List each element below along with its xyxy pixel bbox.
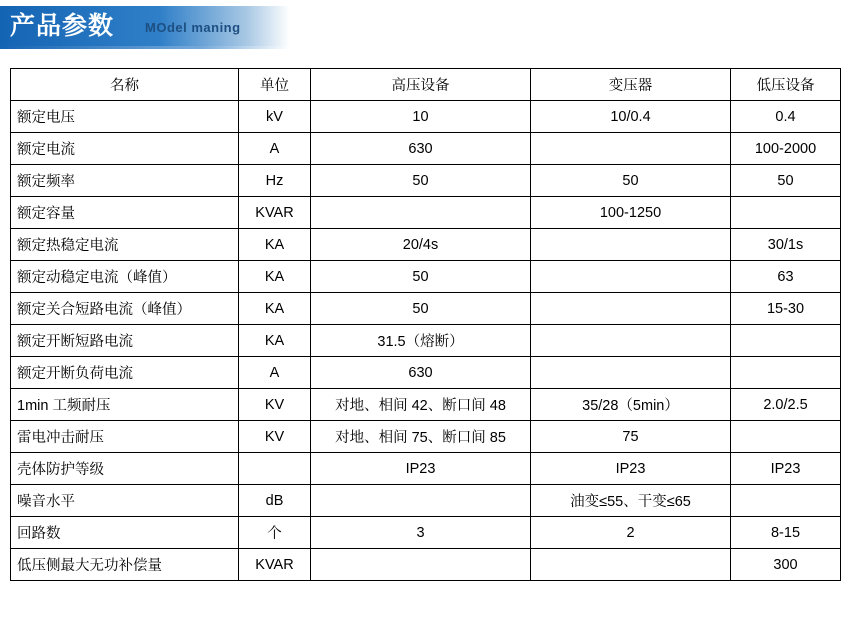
row-lv: 30/1s xyxy=(731,229,841,261)
row-hv: 630 xyxy=(311,357,531,389)
row-unit: KV xyxy=(239,389,311,421)
row-lv: 2.0/2.5 xyxy=(731,389,841,421)
row-label: 额定开断短路电流 xyxy=(11,325,239,357)
row-label: 额定动稳定电流（峰值） xyxy=(11,261,239,293)
table-row xyxy=(11,357,841,389)
row-lv xyxy=(731,197,841,229)
row-hv: 50 xyxy=(311,261,531,293)
row-unit: KVAR xyxy=(239,549,311,581)
row-hv xyxy=(311,485,531,517)
row-label: 额定容量 xyxy=(11,197,239,229)
page-subtitle: MOdel maning xyxy=(145,20,241,35)
column-header: 变压器 xyxy=(531,69,731,101)
row-unit: 个 xyxy=(239,517,311,549)
table-row xyxy=(11,101,841,133)
row-transformer xyxy=(531,261,731,293)
row-hv: IP23 xyxy=(311,453,531,485)
row-unit: A xyxy=(239,357,311,389)
column-header: 低压设备 xyxy=(731,69,841,101)
table-row xyxy=(11,485,841,517)
row-lv: 50 xyxy=(731,165,841,197)
row-transformer: 10/0.4 xyxy=(531,101,731,133)
row-unit: A xyxy=(239,133,311,165)
row-transformer: IP23 xyxy=(531,453,731,485)
spec-table-container xyxy=(0,56,850,581)
row-label: 1min 工频耐压 xyxy=(11,389,239,421)
table-row xyxy=(11,165,841,197)
row-unit: dB xyxy=(239,485,311,517)
header-underline xyxy=(0,46,290,49)
row-hv xyxy=(311,549,531,581)
row-unit: KA xyxy=(239,261,311,293)
table-row xyxy=(11,421,841,453)
row-hv: 3 xyxy=(311,517,531,549)
table-row xyxy=(11,453,841,485)
column-header: 高压设备 xyxy=(311,69,531,101)
row-transformer: 35/28（5min） xyxy=(531,389,731,421)
row-hv: 10 xyxy=(311,101,531,133)
row-hv: 50 xyxy=(311,293,531,325)
row-transformer: 2 xyxy=(531,517,731,549)
column-header: 名称 xyxy=(11,69,239,101)
row-hv: 对地、相间 42、断口间 48 xyxy=(311,389,531,421)
page-header xyxy=(0,0,850,56)
table-row xyxy=(11,389,841,421)
table-header-row xyxy=(11,69,841,101)
page-title: 产品参数 xyxy=(10,12,115,40)
row-lv xyxy=(731,325,841,357)
row-unit: kV xyxy=(239,101,311,133)
row-lv: 0.4 xyxy=(731,101,841,133)
table-row xyxy=(11,325,841,357)
table-row xyxy=(11,133,841,165)
row-lv xyxy=(731,485,841,517)
row-transformer: 50 xyxy=(531,165,731,197)
row-label: 额定电压 xyxy=(11,101,239,133)
row-label: 额定热稳定电流 xyxy=(11,229,239,261)
row-lv: 300 xyxy=(731,549,841,581)
spec-table xyxy=(10,68,841,581)
row-transformer xyxy=(531,357,731,389)
table-row xyxy=(11,517,841,549)
row-transformer xyxy=(531,229,731,261)
row-unit xyxy=(239,453,311,485)
row-transformer xyxy=(531,549,731,581)
row-label: 壳体防护等级 xyxy=(11,453,239,485)
row-hv xyxy=(311,197,531,229)
row-transformer: 100-1250 xyxy=(531,197,731,229)
row-label: 额定频率 xyxy=(11,165,239,197)
row-lv: 63 xyxy=(731,261,841,293)
table-row xyxy=(11,293,841,325)
row-unit: KV xyxy=(239,421,311,453)
row-label: 额定电流 xyxy=(11,133,239,165)
column-header: 单位 xyxy=(239,69,311,101)
table-row xyxy=(11,261,841,293)
row-transformer xyxy=(531,293,731,325)
row-transformer: 75 xyxy=(531,421,731,453)
row-label: 噪音水平 xyxy=(11,485,239,517)
row-lv: 15-30 xyxy=(731,293,841,325)
row-hv: 31.5（熔断） xyxy=(311,325,531,357)
row-hv: 20/4s xyxy=(311,229,531,261)
row-label: 雷电冲击耐压 xyxy=(11,421,239,453)
row-transformer xyxy=(531,133,731,165)
row-lv xyxy=(731,421,841,453)
row-label: 额定开断负荷电流 xyxy=(11,357,239,389)
row-unit: KVAR xyxy=(239,197,311,229)
row-lv xyxy=(731,357,841,389)
row-hv: 对地、相间 75、断口间 85 xyxy=(311,421,531,453)
table-row xyxy=(11,549,841,581)
row-unit: Hz xyxy=(239,165,311,197)
row-lv: 100-2000 xyxy=(731,133,841,165)
row-transformer xyxy=(531,325,731,357)
table-row xyxy=(11,197,841,229)
row-label: 低压侧最大无功补偿量 xyxy=(11,549,239,581)
row-label: 回路数 xyxy=(11,517,239,549)
row-hv: 630 xyxy=(311,133,531,165)
row-label: 额定关合短路电流（峰值） xyxy=(11,293,239,325)
table-row xyxy=(11,229,841,261)
row-unit: KA xyxy=(239,293,311,325)
row-transformer: 油变≤55、干变≤65 xyxy=(531,485,731,517)
row-lv: IP23 xyxy=(731,453,841,485)
row-unit: KA xyxy=(239,229,311,261)
row-hv: 50 xyxy=(311,165,531,197)
row-lv: 8-15 xyxy=(731,517,841,549)
row-unit: KA xyxy=(239,325,311,357)
